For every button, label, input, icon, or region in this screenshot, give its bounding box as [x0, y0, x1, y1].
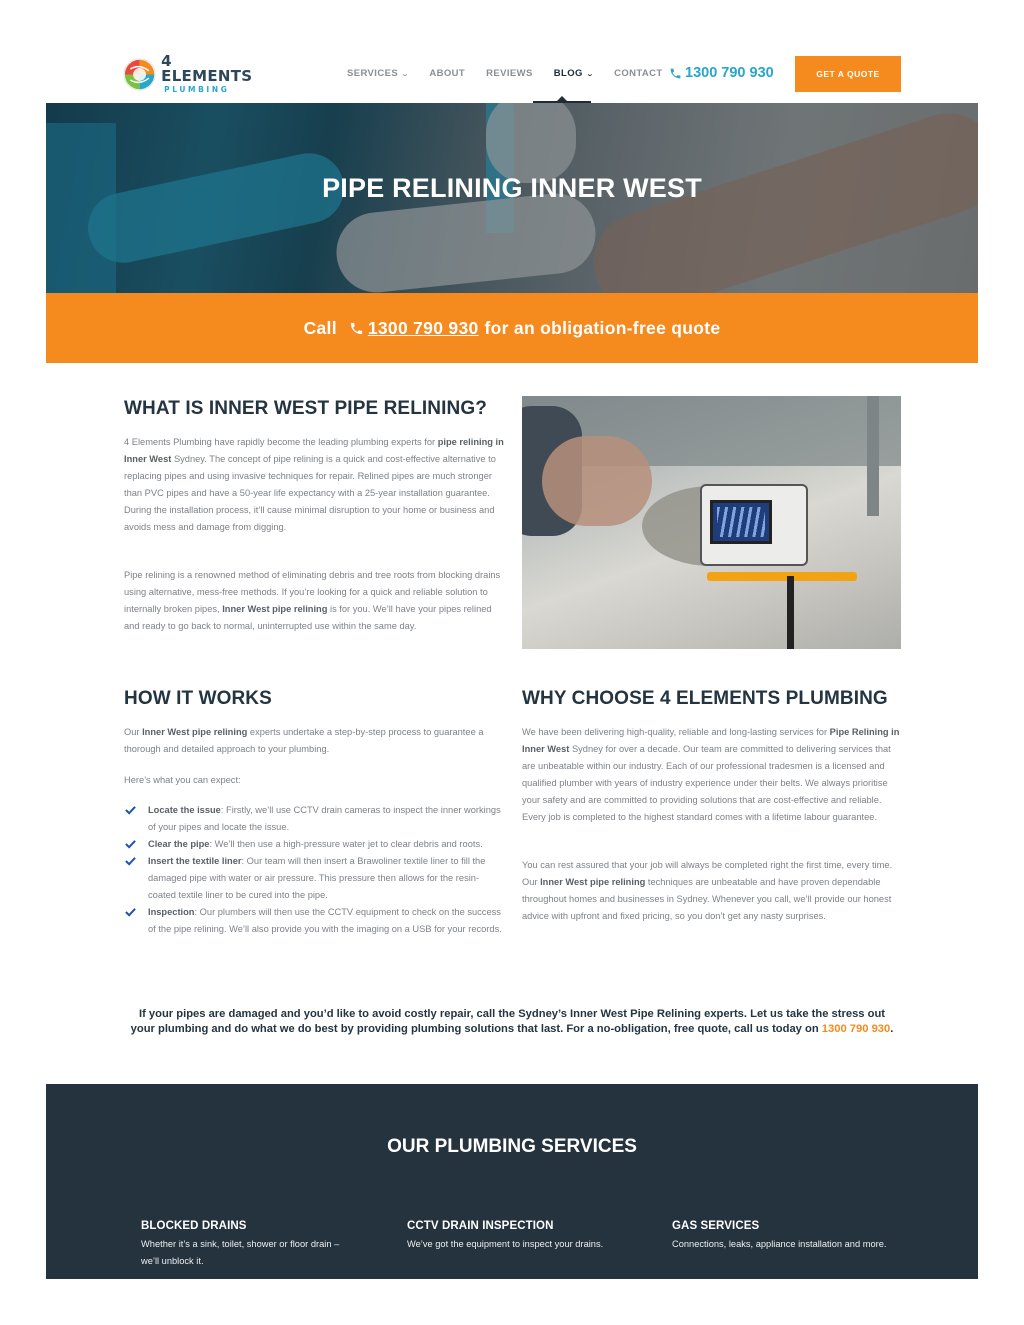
header-phone-link[interactable] [669, 65, 774, 81]
nav-blog-label: BLOG [553, 68, 583, 79]
cctv-inspection-photo [522, 396, 901, 649]
text-run: Sydney. The concept of pipe relining is a quick and cost-effective alternative to replacing pipes and using invasive techniques for repair. Relined pipes are much stronger than PVC pipes and have a 50-year life expectancy with a 25-year installation guarantee. During the installation process, it’ll cause minimal disruption to your home or business and avoids mess and damage from digging. [124, 454, 496, 532]
services-heading: OUR PLUMBING SERVICES [387, 1136, 637, 1157]
service-title: CCTV DRAIN INSPECTION [407, 1220, 554, 1232]
checkmark-icon [125, 805, 136, 815]
step-text: : Our plumbers will then use the CCTV equipment to check on the success of the pipe relining. We’ll also provide you with the imaging on a USB for your records. [148, 907, 502, 934]
list-item [124, 802, 504, 836]
service-card-blocked-drains[interactable] [141, 1220, 341, 1270]
photo-stand [787, 576, 794, 649]
main-nav [347, 68, 684, 79]
nav-reviews-label: REVIEWS [486, 68, 533, 79]
cta-suffix: for an obligation-free quote [484, 317, 721, 338]
closing-phone-link[interactable]: 1300 790 930 [821, 1022, 891, 1035]
photo-screen-image [717, 507, 765, 537]
photo-monitor-screen [710, 500, 772, 544]
photo-cctv-monitor [700, 484, 808, 566]
get-a-quote-button[interactable]: GET A QUOTE [795, 56, 901, 92]
how-it-works-intro [124, 724, 504, 758]
keyword: Inner West pipe relining [540, 877, 646, 887]
call-to-action-band [46, 293, 978, 363]
text-run: is for you. We’ll have your pipes relined and ready to go back to normal, uninterrupted use within the same day. [124, 604, 492, 631]
closing-statement [128, 1007, 896, 1036]
service-description: Whether it’s a sink, toilet, shower or floor drain – we’ll unblock it. [141, 1239, 340, 1266]
chevron-down-icon: ⌄ [400, 70, 410, 78]
nav-contact[interactable] [614, 68, 663, 79]
keyword: Inner West pipe relining [142, 727, 248, 737]
keyword: pipe relining in Inner West [124, 437, 504, 464]
checkmark-icon [125, 856, 136, 866]
cta-phone-number: 1300 790 930 [367, 317, 479, 338]
text-run: You can rest assured that your job will always be completed right the first time, every time. Our [522, 860, 893, 887]
hero-banner [46, 103, 978, 293]
what-is-heading: WHAT IS INNER WEST PIPE RELINING? [124, 398, 487, 419]
step-title: Locate the issue [148, 805, 221, 815]
logo-line-1: 4 ELEMENTS [161, 52, 253, 86]
service-title: GAS SERVICES [672, 1220, 760, 1232]
list-item [124, 904, 504, 938]
closing-text: If your pipes are damaged and you’d like to avoid costly repair, call the Sydney’s Inner West Pipe Relining experts. Let us take the stress out your plumbing and do what we do best by providing plumbing solutions that last. For a no-obligation, free quote, call us today on [130, 1008, 886, 1035]
nav-contact-label: CONTACT [614, 68, 663, 79]
plumbing-services-section [46, 1084, 978, 1279]
photo-hand [542, 436, 652, 526]
why-choose-heading: WHY CHOOSE 4 ELEMENTS PLUMBING [522, 688, 888, 709]
text-run: experts undertake a step-by-step process to guarantee a thorough and detailed approach to your plumbing. [124, 727, 484, 754]
nav-about[interactable] [429, 68, 465, 79]
nav-blog[interactable] [554, 68, 593, 79]
photo-pipe [867, 396, 879, 516]
why-choose-paragraph-1 [522, 724, 902, 826]
page-title: PIPE RELINING INNER WEST [322, 173, 702, 203]
step-title: Clear the pipe [148, 839, 210, 849]
checkmark-icon [125, 907, 136, 917]
why-choose-paragraph-2 [522, 857, 902, 925]
chevron-down-icon: ⌄ [585, 70, 595, 78]
steps-list [124, 802, 504, 938]
logo-line-2: PLUMBING [164, 85, 230, 95]
header-phone-number: 1300 790 930 [685, 65, 774, 81]
service-card-gas-services[interactable] [672, 1220, 892, 1253]
swirl-globe-icon [123, 57, 156, 92]
text-run: techniques are unbeatable and have proven dependable throughout homes and businesses in Sydney. Whenever you call, we’ll provide our honest advice with upfront and fixed pricing, so you don’t get any nasty surprises. [522, 877, 892, 921]
phone-icon [669, 67, 682, 80]
text-run: 4 Elements Plumbing have rapidly become the leading plumbing experts for [124, 437, 438, 447]
service-description: Connections, leaks, appliance installation and more. [672, 1239, 887, 1249]
logo-wordmark [161, 54, 263, 94]
text-run: Pipe relining is a renowned method of eliminating debris and tree roots from blocking drains using alternative, mess-free methods. If you’re looking for a quick and reliable solution to internally broken pipes, [124, 570, 501, 614]
site-logo[interactable] [123, 52, 263, 95]
how-it-works-heading: HOW IT WORKS [124, 688, 272, 709]
how-it-works-expect: Here’s what you can expect: [124, 775, 241, 785]
text-run: Our [124, 727, 143, 737]
step-text: : We’ll then use a high-pressure water jet to clear debris and roots. [209, 839, 483, 849]
photo-orange-bar [707, 572, 857, 581]
list-item [124, 836, 504, 853]
step-text: : Firstly, we’ll use CCTV drain cameras to inspect the inner workings of your pipes and locate the issue. [148, 805, 501, 832]
cta-phone-link[interactable] [341, 318, 479, 339]
cta-prefix: Call [303, 317, 337, 338]
closing-end: . [890, 1022, 894, 1035]
phone-icon [349, 321, 364, 336]
list-item [124, 853, 504, 904]
step-text: : Our team will then insert a Brawoliner textile liner to fill the damaged pipe with water or air pressure. This pressure then allows for the resin-coated textile liner to be cured into the pipe. [148, 856, 486, 900]
keyword: Inner West pipe relining [222, 604, 328, 614]
nav-services-label: SERVICES [347, 68, 399, 79]
text-run: Sydney for over a decade. Our team are committed to delivering services that are unbeatable within our industry. Each of our professional tradesmen is a licensed and qualified plumber with years of industry experience under their belts. We always prioritise your safety and are committed to providing solutions that are cost-effective and reliable. Every job is completed to the highest standard comes with a lifetime labour guarantee. [522, 744, 891, 822]
keyword: Pipe Relining in Inner West [522, 727, 900, 754]
nav-services[interactable] [347, 68, 408, 79]
step-title: Insert the textile liner [148, 856, 242, 866]
service-title: BLOCKED DRAINS [141, 1220, 247, 1232]
nav-about-label: ABOUT [429, 68, 466, 79]
text-run: We have been delivering high-quality, reliable and long-lasting services for [522, 727, 830, 737]
site-header [0, 0, 1024, 103]
nav-reviews[interactable] [486, 68, 533, 79]
step-title: Inspection [148, 907, 195, 917]
service-card-cctv-drain-inspection[interactable] [407, 1220, 607, 1253]
checkmark-icon [125, 839, 136, 849]
service-description: We’ve got the equipment to inspect your drains. [407, 1239, 604, 1249]
what-is-paragraph-2 [124, 567, 504, 635]
what-is-paragraph-1 [124, 434, 504, 536]
